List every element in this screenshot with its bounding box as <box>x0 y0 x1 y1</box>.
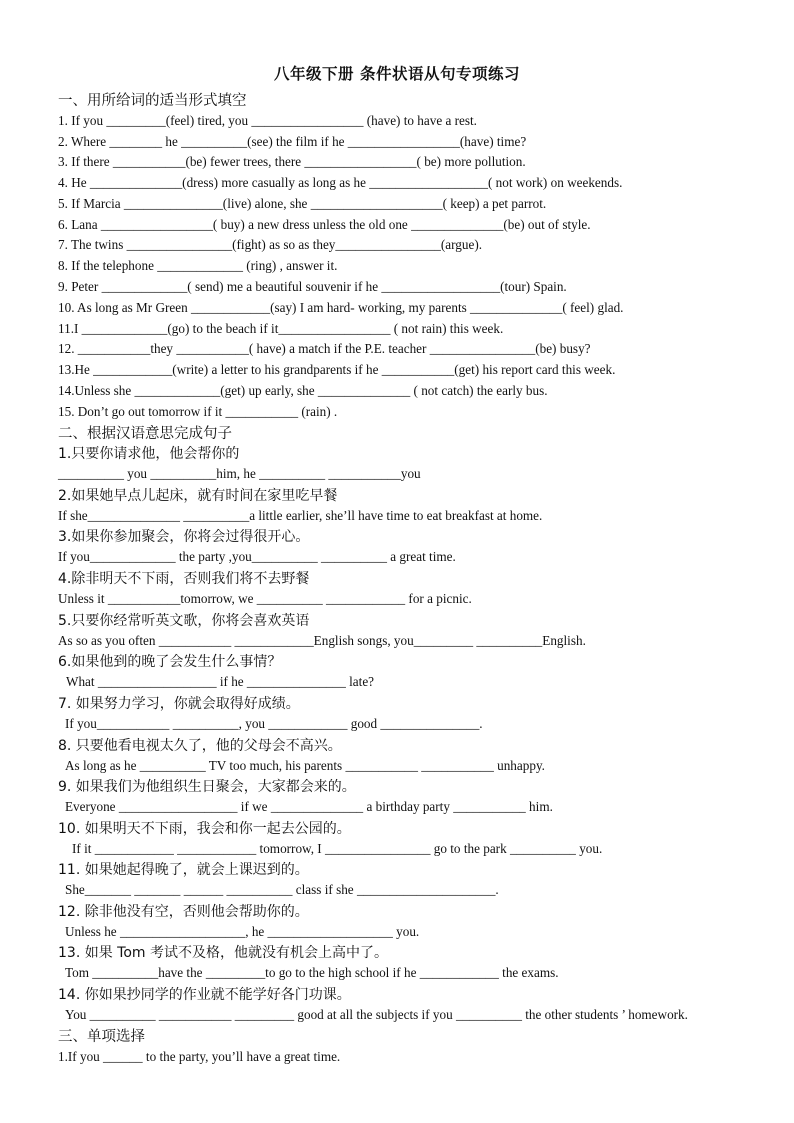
chinese-prompt: 3.如果你参加聚会，你将会过得很开心。 <box>58 529 310 545</box>
chinese-prompt: 6.如果他到的晚了会发生什么事情？ <box>58 654 282 670</box>
exercise-line: 14.Unless she _____________(get) up early, she ______________ ( not catch) the early bus. <box>58 383 548 398</box>
exercise-line: 13.He ____________(write) a letter to his grandparents if he ___________(get) his report card this week. <box>58 362 616 377</box>
exercise-line: 6. Lana _________________( buy) a new dress unless the old one ______________(be) out of style. <box>58 217 591 232</box>
exercise-line: 3. If there ___________(be) fewer trees, there _________________( be) more pollution. <box>58 154 526 169</box>
english-sentence: If she______________ __________a little earlier, she’ll have time to eat breakfast at home. <box>58 508 543 523</box>
exercise-line: 9. Peter _____________( send) me a beautiful souvenir if he __________________(tour) Spain. <box>58 279 567 294</box>
chinese-prompt: 8. 只要他看电视太久了，他的父母会不高兴。 <box>58 738 342 754</box>
exercise-line: 1.If you ______ to the party, you’ll have a great time. <box>58 1049 341 1064</box>
english-sentence: As long as he __________ TV too much, his parents ___________ ___________ unhappy. <box>65 758 545 773</box>
chinese-prompt: 1.只要你请求他，他会帮你的 <box>58 446 240 462</box>
section-1-heading: 一、用所给词的适当形式填空 <box>58 93 247 109</box>
english-sentence: She_______ _______ ______ __________ class if she _____________________. <box>65 882 499 897</box>
section-2-heading: 二、根据汉语意思完成句子 <box>58 426 232 442</box>
chinese-prompt: 7. 如果努力学习，你就会取得好成绩。 <box>58 696 300 712</box>
english-sentence: You __________ ___________ _________ good at all the subjects if you __________ the other students ’ homework. <box>65 1007 688 1022</box>
english-sentence: Tom __________have the _________to go to the high school if he ____________ the exams. <box>65 965 559 980</box>
exercise-line: 7. The twins ________________(fight) as so as they________________(argue). <box>58 237 483 252</box>
chinese-prompt: 10. 如果明天不下雨，我会和你一起去公园的。 <box>58 821 351 837</box>
chinese-prompt: 4.除非明天不下雨，否则我们将不去野餐 <box>58 571 310 587</box>
exercise-line: 11.I _____________(go) to the beach if it_________________ ( not rain) this week. <box>58 321 504 336</box>
page-title: 八年级下册 条件状语从句专项练习 <box>274 65 520 83</box>
english-sentence: If you___________ __________, you ____________ good _______________. <box>65 716 483 731</box>
exercise-line: 5. If Marcia _______________(live) alone, she ____________________( keep) a pet parrot. <box>58 196 547 211</box>
chinese-prompt: 11. 如果她起得晚了，就会上课迟到的。 <box>58 862 309 878</box>
chinese-prompt: 9. 如果我们为他组织生日聚会，大家都会来的。 <box>58 779 356 795</box>
exercise-line: 4. He ______________(dress) more casually as long as he __________________( not work) on weekends. <box>58 175 623 190</box>
english-sentence: Everyone __________________ if we ______________ a birthday party ___________ him. <box>65 799 553 814</box>
english-sentence: As so as you often ___________ ____________English songs, you_________ __________English. <box>58 633 586 648</box>
english-sentence: Unless it ___________tomorrow, we __________ ____________ for a picnic. <box>58 591 472 606</box>
english-sentence: If it ____________ ____________ tomorrow, I ________________ go to the park __________ you. <box>72 841 603 856</box>
chinese-prompt: 12. 除非他没有空，否则他会帮助你的。 <box>58 904 309 920</box>
chinese-prompt: 14. 你如果抄同学的作业就不能学好各门功课。 <box>58 987 351 1003</box>
english-sentence: If you_____________ the party ,you__________ __________ a great time. <box>58 549 456 564</box>
exercise-line: 10. As long as Mr Green ____________(say) I am hard- working, my parents ______________( feel) glad. <box>58 300 624 315</box>
chinese-prompt: 5.只要你经常听英文歌，你将会喜欢英语 <box>58 613 310 629</box>
exercise-line: 12. ___________they ___________( have) a match if the P.E. teacher ________________(be) busy? <box>58 341 591 356</box>
english-sentence: What __________________ if he _______________ late? <box>66 674 375 689</box>
chinese-prompt: 13. 如果 Tom 考试不及格，他就没有机会上高中了。 <box>58 945 388 961</box>
chinese-prompt: 2.如果她早点儿起床，就有时间在家里吃早餐 <box>58 488 338 504</box>
english-sentence: Unless he ___________________, he ___________________ you. <box>65 924 420 939</box>
exercise-line: 8. If the telephone _____________ (ring) , answer it. <box>58 258 338 273</box>
english-sentence: __________ you __________him, he __________ ___________you <box>58 466 421 481</box>
exercise-line: 15. Don’t go out tomorrow if it ___________ (rain) . <box>58 404 338 419</box>
section-3-heading: 三、单项选择 <box>58 1029 145 1045</box>
exercise-line: 1. If you _________(feel) tired, you _________________ (have) to have a rest. <box>58 113 477 128</box>
exercise-line: 2. Where ________ he __________(see) the film if he _________________(have) time? <box>58 134 527 149</box>
